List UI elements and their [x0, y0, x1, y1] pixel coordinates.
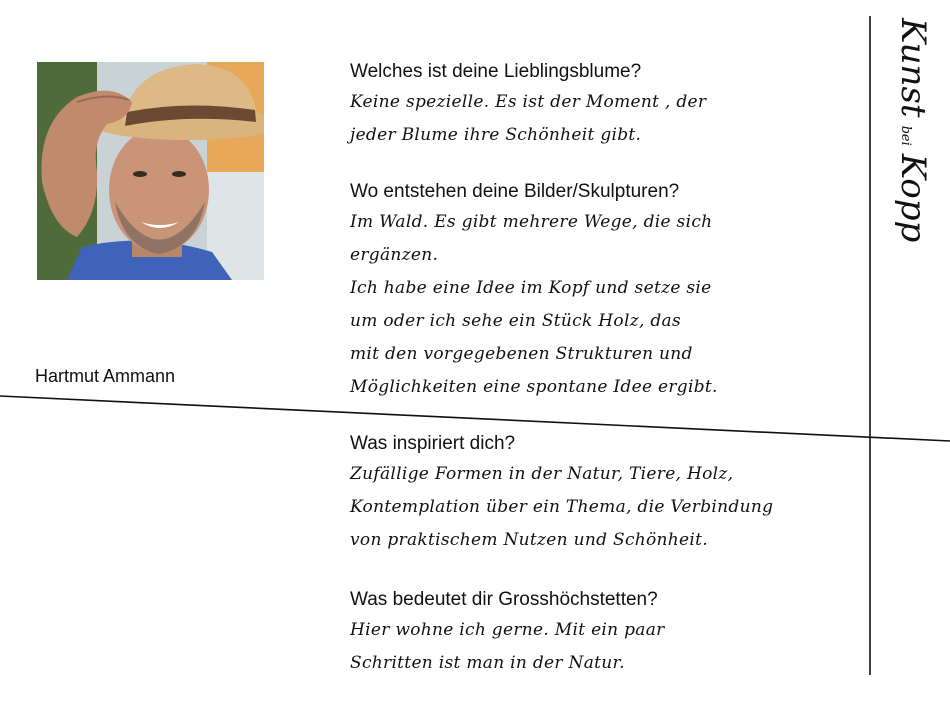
answer-line: Kontemplation über ein Thema, die Verbindung: [350, 497, 774, 517]
question: Welches ist deine Lieblingsblume?: [350, 61, 642, 82]
qa-section-grosshoechstetten: [350, 586, 665, 680]
answer-line: Zufällige Formen in der Natur, Tiere, Holz,: [350, 464, 734, 484]
answer-line: ergänzen.: [350, 245, 439, 265]
qa-section-inspiration: [350, 430, 773, 557]
qa-section-favorite-flower: [350, 58, 706, 152]
qa-section-where-created: [350, 178, 718, 404]
answer-line: Im Wald. Es gibt mehrere Wege, die sich: [350, 212, 713, 232]
answer-line: um oder ich sehe ein Stück Holz, das: [350, 311, 681, 331]
logo-word-kunst: Kunst: [893, 18, 933, 118]
question: Was bedeutet dir Grosshöchstetten?: [350, 589, 658, 610]
answer-line: Ich habe eine Idee im Kopf und setze sie: [350, 278, 712, 298]
answer-line: Hier wohne ich gerne. Mit ein paar: [350, 620, 665, 640]
answer-line: Schritten ist man in der Natur.: [350, 653, 625, 673]
kunst-bei-kopp-logo: [880, 10, 940, 275]
logo-word-bei: bei: [898, 125, 913, 146]
question: Was inspiriert dich?: [350, 433, 516, 454]
answer-line: jeder Blume ihre Schönheit gibt.: [350, 125, 642, 145]
answer-line: Möglichkeiten eine spontane Idee ergibt.: [350, 377, 718, 397]
answer-line: von praktischem Nutzen und Schönheit.: [350, 530, 708, 550]
question: Wo entstehen deine Bilder/Skulpturen?: [350, 181, 680, 202]
person-name: Hartmut Ammann: [35, 366, 176, 386]
answer-line: mit den vorgegebenen Strukturen und: [350, 344, 693, 364]
answer-line: Keine spezielle. Es ist der Moment , der: [350, 92, 707, 112]
logo-word-kopp: Kopp: [893, 153, 933, 243]
